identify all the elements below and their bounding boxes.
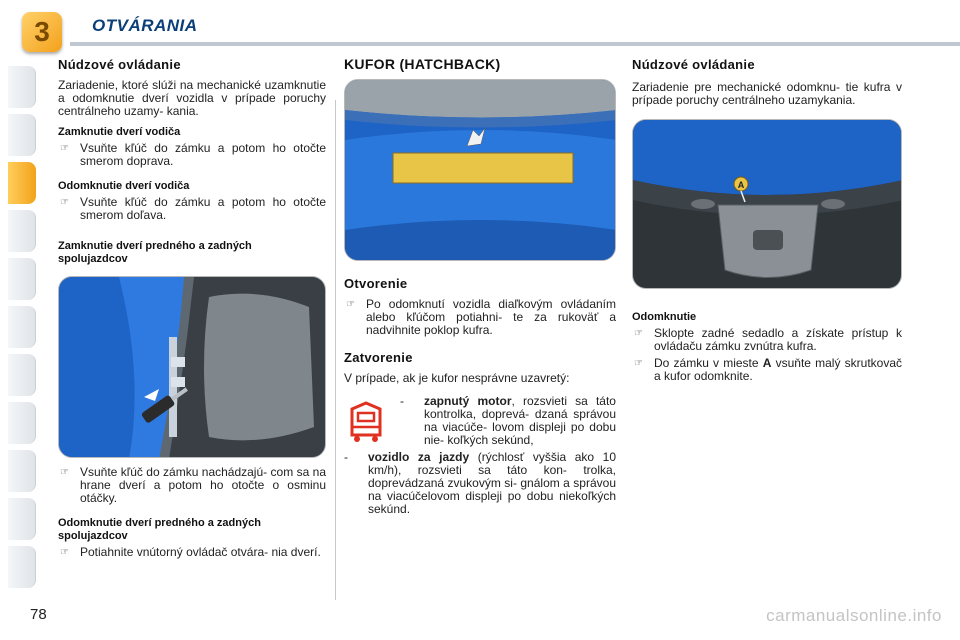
chapter-tab-1[interactable]: [8, 66, 36, 108]
pointing-hand-icon: ☞: [60, 143, 69, 154]
closing-item-engine-on: - zapnutý motor, rozsvieti sa táto kontrolka, doprevá- dzaná správou na viacúče- lovom displeji po dobu nie- koľkých sekúnd,: [400, 394, 616, 447]
bullet-lock-driver: ☞ Vsuňte kľúč do zámku a potom ho otočte smerom doprava.: [60, 141, 326, 168]
bullet-key-door-edge: ☞ Vsuňte kľúč do zámku nachádzajú- com sa na hrane dverí a potom ho otočte o osminu otáčky.: [60, 465, 326, 505]
column-divider: [335, 100, 336, 600]
bullet-unlock-passengers: ☞ Potiahnite vnútorný ovládač otvára- nia dverí.: [60, 545, 321, 559]
chapter-tab-4[interactable]: [8, 210, 36, 252]
subheading-unlock-driver: Odomknutie dverí vodiča: [58, 180, 190, 192]
subheading-unlock-trunk: Odomknutie: [632, 311, 697, 323]
trunk-emergency-intro: Zariadenie pre mechanické odomknu- tie kufra v prípade poruchy centrálneho uzamykania.: [632, 80, 902, 107]
bullet-insert-screwdriver: ☞ Do zámku v mieste A vsuňte malý skrutkovač a kufor odomknite.: [634, 356, 902, 383]
trunk-lock-illustration: [632, 119, 902, 289]
closing-warning-row: [344, 395, 616, 451]
closing-intro: V prípade, ak je kufor nesprávne uzavretý:: [344, 371, 570, 385]
door-edge-image: [59, 277, 326, 458]
chapter-tab-5[interactable]: [8, 258, 36, 300]
intro-paragraph: Zariadenie, ktoré slúži na mechanické uzamknutie a odomknutie dverí vozidla v prípade poruchy centrálneho uzamy- kania.: [58, 78, 326, 118]
pointing-hand-icon: ☞: [346, 299, 355, 310]
chapter-tab-2[interactable]: [8, 114, 36, 156]
column-door-emergency: [58, 58, 326, 563]
pointing-hand-icon: ☞: [634, 358, 643, 369]
heading-trunk-emergency: Núdzové ovládanie: [632, 57, 755, 72]
heading-opening: Otvorenie: [344, 276, 408, 291]
trunk-handle-illustration: [344, 79, 616, 261]
pointing-hand-icon: ☞: [60, 197, 69, 208]
trunk-image: [345, 80, 616, 261]
heading-closing: Zatvorenie: [344, 350, 413, 365]
pointing-hand-icon: ☞: [634, 328, 643, 339]
bullet-unlock-driver: ☞ Vsuňte kľúč do zámku a potom ho otočte smerom doľava.: [60, 195, 326, 222]
chapter-tab-9[interactable]: [8, 450, 36, 492]
bullet-opening: ☞ Po odomknutí vozidla diaľkovým ovládaním alebo kľúčom potiahni- te za rukoväť a nadvihnite poklop kufra.: [346, 297, 616, 337]
column-trunk-emergency: [632, 58, 902, 387]
chapter-tab-6[interactable]: [8, 306, 36, 348]
header-rule: [70, 42, 960, 46]
trunk-open-warning-icon: [344, 395, 400, 451]
heading-emergency-control: Núdzové ovládanie: [58, 57, 181, 72]
column-trunk: [344, 58, 616, 520]
closing-item-driving: - vozidlo za jazdy (rýchlosť vyššia ako 10 km/h), rozsvieti sa táto kon- trolka, doprevádzaná zvukovým si- gnálom a správou na viacúčelovom displeji po dobu niekoľkých sekúnd.: [344, 450, 616, 516]
section-title: OTVÁRANIA: [92, 16, 198, 35]
trunk-lock-image: [633, 120, 902, 289]
chapter-badge: 3: [22, 12, 62, 52]
heading-trunk: KUFOR (HATCHBACK): [344, 56, 501, 72]
page-header: [0, 0, 960, 62]
chapter-tab-3-active[interactable]: [8, 162, 36, 204]
watermark: carmanualsonline.info: [766, 606, 942, 625]
point-a-label: A: [737, 180, 745, 190]
subheading-unlock-passengers: Odomknutie dverí predného a zadných spolujazdcov: [58, 517, 261, 542]
subheading-lock-driver: Zamknutie dverí vodiča: [58, 126, 181, 138]
door-lock-illustration: [58, 276, 326, 458]
chapter-tabs: [8, 66, 36, 594]
bullet-fold-seat: ☞ Sklopte zadné sedadlo a získate prístup k ovládaču zámku zvnútra kufra.: [634, 326, 902, 353]
pointing-hand-icon: ☞: [60, 467, 69, 478]
pointing-hand-icon: ☞: [60, 547, 69, 558]
chapter-tab-10[interactable]: [8, 498, 36, 540]
chapter-tab-7[interactable]: [8, 354, 36, 396]
subheading-lock-passengers: Zamknutie dverí predného a zadných spolujazdcov: [58, 240, 252, 265]
page-number: 78: [30, 606, 47, 623]
chapter-tab-11[interactable]: [8, 546, 36, 588]
chapter-tab-8[interactable]: [8, 402, 36, 444]
